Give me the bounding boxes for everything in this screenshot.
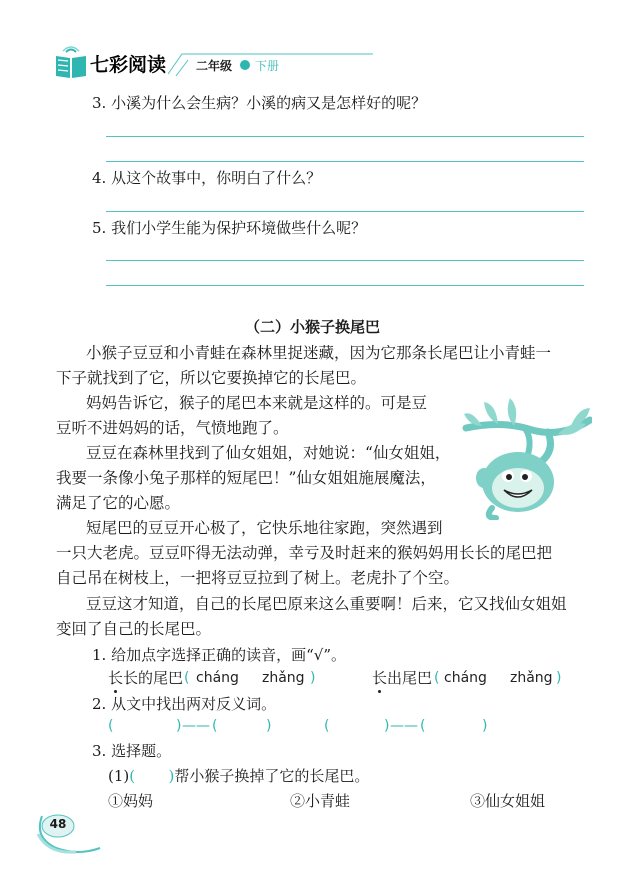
antonym-dash: —— <box>390 718 418 734</box>
story-line: 豆豆在森林里找到了仙女姐姐，对她说：“仙女姐姐， <box>86 444 451 462</box>
answer-line <box>106 161 584 162</box>
pinyin-option[interactable]: cháng <box>444 670 487 686</box>
bullet-dot-icon <box>240 60 250 70</box>
story-line: 自己吊在树枝上，一把将豆豆拉到了树上。老虎扑了个空。 <box>56 569 460 587</box>
question-5: 5. 我们小学生能为保护环境做些什么呢？ <box>92 219 367 237</box>
answer-line <box>106 285 584 286</box>
monkey-illustration <box>462 380 592 520</box>
exercise-1: 1. 给加点字选择正确的读音，画“√”。 <box>92 646 346 664</box>
page-number-swirl-icon <box>34 808 104 858</box>
choice-option[interactable]: ①妈妈 <box>108 792 154 810</box>
story-line: 变回了自己的长尾巴。 <box>56 620 212 638</box>
choice-question: (1)( )帮小猴子换掉了它的长尾巴。 <box>108 767 370 785</box>
pinyin-option[interactable]: zhǎng <box>510 670 553 686</box>
antonym-dash: —— <box>182 718 210 734</box>
antonym-blank[interactable]: ) <box>482 718 488 734</box>
story-line: 满足了它的心愿。 <box>56 494 181 512</box>
choice-option[interactable]: ②小青蛙 <box>290 792 351 810</box>
story-line: 下子就找到了它，所以它要换掉它的长尾巴。 <box>56 369 367 387</box>
story-title: （二）小猴子换尾巴 <box>245 318 381 336</box>
story-line: 短尾巴的豆豆开心极了，它快乐地往家跑，突然遇到 <box>86 519 443 537</box>
answer-line <box>106 136 584 137</box>
exercise-2: 2. 从文中找出两对反义词。 <box>92 695 277 713</box>
choice-option[interactable]: ③仙女姐姐 <box>470 792 546 810</box>
story-line: 小猴子豆豆和小青蛙在森林里捉迷藏，因为它那条长尾巴让小青蛙一 <box>86 344 552 362</box>
pinyin-option[interactable]: cháng <box>196 670 239 686</box>
antonym-blank[interactable]: ) <box>176 718 182 734</box>
story-line: 一只大老虎。豆豆吓得无法动弹，幸亏及时赶来的猴妈妈用长长的尾巴把 <box>56 544 553 562</box>
answer-line <box>106 260 584 261</box>
story-line: 豆听不进妈妈的话，气愤地跑了。 <box>56 419 289 437</box>
pinyin-choice: ) <box>310 670 316 686</box>
pinyin-item-1: 长长的尾巴 <box>108 669 184 687</box>
story-line: 豆豆这才知道，自己的长尾巴原来这么重要啊！后来，它又找仙女姐姐 <box>86 595 567 613</box>
logo-title: 七彩阅读 <box>90 54 167 76</box>
book-logo-icon <box>52 46 92 80</box>
choice-blank[interactable]: ( ) <box>129 767 175 785</box>
question-3: 3. 小溪为什么会生病？小溪的病又是怎样好的呢？ <box>92 94 427 112</box>
antonym-blank[interactable]: ) <box>266 718 272 734</box>
antonym-blank[interactable]: ( <box>108 718 114 734</box>
pinyin-item-2: 长出尾巴 <box>372 669 433 687</box>
pinyin-choice[interactable]: ( <box>434 670 440 686</box>
question-4: 4. 从这个故事中，你明白了什么？ <box>92 169 322 187</box>
page-number: 48 <box>49 817 67 831</box>
pinyin-choice[interactable]: ( <box>184 670 190 686</box>
antonym-blank[interactable]: ( <box>212 718 218 734</box>
answer-line <box>106 211 584 212</box>
volume-label: 下册 <box>255 59 280 73</box>
grade-label: 二年级 <box>196 59 233 73</box>
exercise-3: 3. 选择题。 <box>92 742 172 760</box>
pinyin-option[interactable]: zhǎng <box>262 670 305 686</box>
antonym-blank[interactable]: ( <box>420 718 426 734</box>
story-line: 我要一条像小兔子那样的短尾巴！”仙女姐姐施展魔法， <box>56 469 436 487</box>
antonym-blank[interactable]: ( <box>324 718 330 734</box>
story-line: 妈妈告诉它，猴子的尾巴本来就是这样的。可是豆 <box>86 394 428 412</box>
antonym-blank[interactable]: ) <box>384 718 390 734</box>
pinyin-choice: ) <box>556 670 562 686</box>
